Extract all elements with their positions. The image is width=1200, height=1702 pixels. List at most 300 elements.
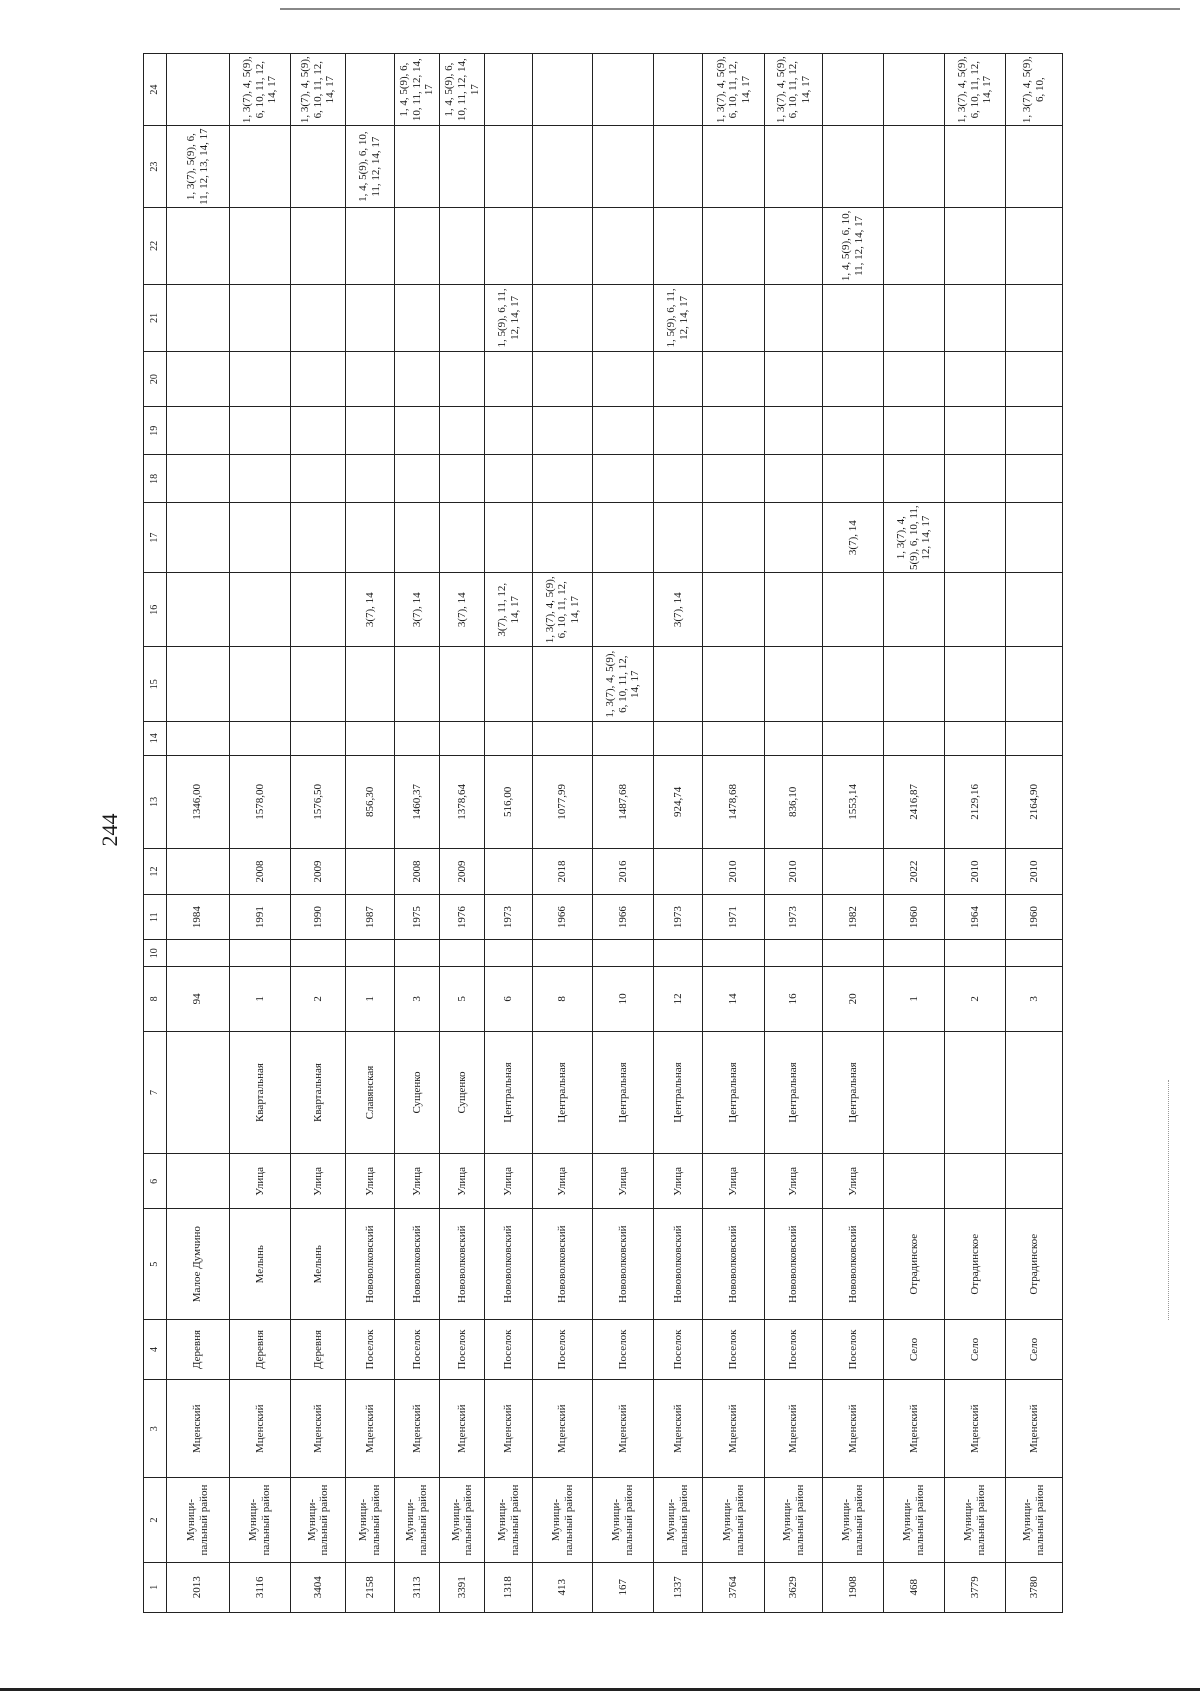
- cell-col-18: [440, 455, 485, 503]
- cell-col-12: 2010: [764, 849, 822, 895]
- cell-col-2: Муници-пальный район: [883, 1478, 945, 1562]
- cell-col-17: [485, 503, 532, 573]
- cell-col-13: 2416,87: [883, 755, 945, 849]
- cell-col-2: Муници-пальный район: [291, 1478, 346, 1562]
- column-number-header-row: [144, 54, 167, 1613]
- cell-col-16: [291, 573, 346, 647]
- cell-col-12: 2008: [229, 849, 291, 895]
- cell-col-13: 836,10: [764, 755, 822, 849]
- column-header-16: 16: [144, 573, 167, 647]
- cell-col-12: 2010: [703, 849, 765, 895]
- scan-edge-mark: [1168, 1080, 1169, 1320]
- cell-col-18: [229, 455, 291, 503]
- cell-col-19: [593, 407, 653, 455]
- cell-col-2: Муници-пальный район: [593, 1478, 653, 1562]
- column-header-4: 4: [144, 1319, 167, 1379]
- column-header-24: 24: [144, 54, 167, 126]
- cell-col-12: 2008: [394, 849, 439, 895]
- cell-col-15: [167, 647, 230, 721]
- cell-col-10: [291, 940, 346, 966]
- cell-col-13: 2129,16: [945, 755, 1005, 849]
- cell-col-16: 3(7), 14: [346, 573, 395, 647]
- cell-col-23: [823, 126, 883, 208]
- cell-col-19: [653, 407, 703, 455]
- column-header-15: 15: [144, 647, 167, 721]
- table-row: [394, 54, 439, 1613]
- column-header-3: 3: [144, 1380, 167, 1478]
- cell-col-11: 1960: [883, 894, 945, 940]
- cell-col-5: Нововолковский: [532, 1209, 592, 1319]
- cell-col-12: 2018: [532, 849, 592, 895]
- cell-col-13: 1346,00: [167, 755, 230, 849]
- cell-col-6: [945, 1154, 1005, 1209]
- cell-col-7: [1005, 1031, 1062, 1154]
- cell-col-24: 1, 3(7), 4, 5(9), 6, 10, 11, 12, 14, 17: [764, 54, 822, 126]
- cell-col-20: [346, 352, 395, 407]
- cell-col-20: [485, 352, 532, 407]
- cell-col-4: Деревня: [229, 1319, 291, 1379]
- column-header-12: 12: [144, 849, 167, 895]
- table-row: [883, 54, 945, 1613]
- cell-col-21: [167, 284, 230, 351]
- cell-col-22: [653, 207, 703, 284]
- rotated-table-frame: [143, 53, 1063, 1613]
- cell-col-24: 1, 4, 5(9), 6, 10, 11, 12, 14, 17: [440, 54, 485, 126]
- cell-col-20: [945, 352, 1005, 407]
- cell-col-23: [764, 126, 822, 208]
- cell-col-6: [883, 1154, 945, 1209]
- cell-col-21: [823, 284, 883, 351]
- cell-col-16: [945, 573, 1005, 647]
- table-row: [229, 54, 291, 1613]
- cell-col-8: 3: [394, 966, 439, 1031]
- cell-col-17: [653, 503, 703, 573]
- cell-col-14: [593, 721, 653, 755]
- cell-col-6: Улица: [823, 1154, 883, 1209]
- cell-col-16: 3(7), 14: [653, 573, 703, 647]
- cell-col-1: 413: [532, 1562, 592, 1612]
- cell-col-7: Центральная: [532, 1031, 592, 1154]
- cell-col-20: [1005, 352, 1062, 407]
- cell-col-23: 1, 4, 5(9), 6, 10, 11, 12, 14, 17: [346, 126, 395, 208]
- cell-col-18: [653, 455, 703, 503]
- cell-col-4: Поселок: [346, 1319, 395, 1379]
- cell-col-5: Отрадинское: [1005, 1209, 1062, 1319]
- cell-col-17: [593, 503, 653, 573]
- cell-col-22: 1, 4, 5(9), 6, 10, 11, 12, 14, 17: [823, 207, 883, 284]
- cell-col-13: 856,30: [346, 755, 395, 849]
- cell-col-10: [1005, 940, 1062, 966]
- cell-col-3: Мценский: [1005, 1380, 1062, 1478]
- cell-col-20: [764, 352, 822, 407]
- cell-col-19: [291, 407, 346, 455]
- cell-col-6: Улица: [593, 1154, 653, 1209]
- cell-col-16: [883, 573, 945, 647]
- cell-col-6: Улица: [291, 1154, 346, 1209]
- cell-col-17: [1005, 503, 1062, 573]
- cell-col-15: [291, 647, 346, 721]
- cell-col-24: [167, 54, 230, 126]
- column-header-14: 14: [144, 721, 167, 755]
- cell-col-11: 1987: [346, 894, 395, 940]
- cell-col-5: Нововолковский: [703, 1209, 765, 1319]
- cell-col-15: [945, 647, 1005, 721]
- cell-col-16: [593, 573, 653, 647]
- cell-col-7: Центральная: [823, 1031, 883, 1154]
- cell-col-22: [291, 207, 346, 284]
- cell-col-15: 1, 3(7), 4, 5(9), 6, 10, 11, 12, 14, 17: [593, 647, 653, 721]
- cell-col-17: [291, 503, 346, 573]
- cell-col-13: 1487,68: [593, 755, 653, 849]
- cell-col-15: [394, 647, 439, 721]
- cell-col-24: 1, 3(7), 4, 5(9), 6, 10, 11, 12, 14, 17: [291, 54, 346, 126]
- cell-col-5: Отрадинское: [883, 1209, 945, 1319]
- cell-col-13: 1460,37: [394, 755, 439, 849]
- column-header-6: 6: [144, 1154, 167, 1209]
- cell-col-13: 516,00: [485, 755, 532, 849]
- cell-col-4: Деревня: [291, 1319, 346, 1379]
- cell-col-7: Славянская: [346, 1031, 395, 1154]
- cell-col-1: 3391: [440, 1562, 485, 1612]
- cell-col-14: [394, 721, 439, 755]
- cell-col-16: 3(7), 14: [394, 573, 439, 647]
- cell-col-6: Улица: [394, 1154, 439, 1209]
- cell-col-10: [764, 940, 822, 966]
- cell-col-15: [229, 647, 291, 721]
- column-header-17: 17: [144, 503, 167, 573]
- scan-edge-top: [280, 8, 1180, 10]
- cell-col-10: [394, 940, 439, 966]
- cell-col-18: [291, 455, 346, 503]
- cell-col-2: Муници-пальный район: [394, 1478, 439, 1562]
- column-header-23: 23: [144, 126, 167, 208]
- cell-col-8: 20: [823, 966, 883, 1031]
- cell-col-23: [485, 126, 532, 208]
- cell-col-14: [764, 721, 822, 755]
- cell-col-3: Мценский: [440, 1380, 485, 1478]
- cell-col-18: [945, 455, 1005, 503]
- cell-col-6: [167, 1154, 230, 1209]
- cell-col-19: [883, 407, 945, 455]
- cell-col-6: Улица: [346, 1154, 395, 1209]
- table-row: [485, 54, 532, 1613]
- cell-col-13: 1576,50: [291, 755, 346, 849]
- cell-col-20: [394, 352, 439, 407]
- cell-col-2: Муници-пальный район: [823, 1478, 883, 1562]
- cell-col-14: [532, 721, 592, 755]
- cell-col-11: 1973: [653, 894, 703, 940]
- cell-col-23: [229, 126, 291, 208]
- cell-col-19: [346, 407, 395, 455]
- table-row: [1005, 54, 1062, 1613]
- column-header-8: 8: [144, 966, 167, 1031]
- cell-col-12: [653, 849, 703, 895]
- cell-col-14: [883, 721, 945, 755]
- cell-col-7: Центральная: [485, 1031, 532, 1154]
- cell-col-14: [291, 721, 346, 755]
- table-row: [653, 54, 703, 1613]
- cell-col-5: Нововолковский: [653, 1209, 703, 1319]
- cell-col-17: [440, 503, 485, 573]
- cell-col-24: [532, 54, 592, 126]
- cell-col-19: [703, 407, 765, 455]
- cell-col-8: 8: [532, 966, 592, 1031]
- cell-col-8: 12: [653, 966, 703, 1031]
- cell-col-21: [593, 284, 653, 351]
- cell-col-6: Улица: [532, 1154, 592, 1209]
- cell-col-10: [229, 940, 291, 966]
- cell-col-7: Квартальная: [291, 1031, 346, 1154]
- cell-col-2: Муници-пальный район: [167, 1478, 230, 1562]
- cell-col-21: 1, 5(9), 6, 11, 12, 14, 17: [485, 284, 532, 351]
- cell-col-8: 94: [167, 966, 230, 1031]
- cell-col-3: Мценский: [346, 1380, 395, 1478]
- cell-col-1: 3780: [1005, 1562, 1062, 1612]
- cell-col-2: Муници-пальный район: [703, 1478, 765, 1562]
- cell-col-8: 1: [346, 966, 395, 1031]
- cell-col-1: 1318: [485, 1562, 532, 1612]
- cell-col-12: [823, 849, 883, 895]
- cell-col-14: [945, 721, 1005, 755]
- cell-col-10: [883, 940, 945, 966]
- cell-col-21: [394, 284, 439, 351]
- cell-col-24: 1, 3(7), 4, 5(9), 6, 10,: [1005, 54, 1062, 126]
- cell-col-7: Центральная: [653, 1031, 703, 1154]
- cell-col-3: Мценский: [291, 1380, 346, 1478]
- cell-col-10: [440, 940, 485, 966]
- cell-col-24: 1, 3(7), 4, 5(9), 6, 10, 11, 12, 14, 17: [229, 54, 291, 126]
- cell-col-21: [764, 284, 822, 351]
- cell-col-5: Нововолковский: [394, 1209, 439, 1319]
- cell-col-11: 1971: [703, 894, 765, 940]
- cell-col-22: [346, 207, 395, 284]
- column-header-10: 10: [144, 940, 167, 966]
- cell-col-3: Мценский: [703, 1380, 765, 1478]
- cell-col-8: 14: [703, 966, 765, 1031]
- cell-col-17: [703, 503, 765, 573]
- cell-col-21: 1, 5(9), 6, 11, 12, 14, 17: [653, 284, 703, 351]
- table-row: [703, 54, 765, 1613]
- cell-col-12: 2010: [1005, 849, 1062, 895]
- cell-col-10: [167, 940, 230, 966]
- scan-edge-bottom: [0, 1688, 1200, 1691]
- column-header-21: 21: [144, 284, 167, 351]
- cell-col-24: [653, 54, 703, 126]
- cell-col-23: [1005, 126, 1062, 208]
- cell-col-5: Отрадинское: [945, 1209, 1005, 1319]
- cell-col-2: Муници-пальный район: [653, 1478, 703, 1562]
- cell-col-13: 1553,14: [823, 755, 883, 849]
- cell-col-13: 1077,99: [532, 755, 592, 849]
- table-row: [291, 54, 346, 1613]
- cell-col-10: [703, 940, 765, 966]
- cell-col-21: [703, 284, 765, 351]
- table-row: [440, 54, 485, 1613]
- cell-col-12: [485, 849, 532, 895]
- cell-col-8: 2: [291, 966, 346, 1031]
- cell-col-5: Малое Думчино: [167, 1209, 230, 1319]
- cell-col-3: Мценский: [764, 1380, 822, 1478]
- cell-col-1: 3116: [229, 1562, 291, 1612]
- cell-col-6: Улица: [440, 1154, 485, 1209]
- cell-col-3: Мценский: [229, 1380, 291, 1478]
- cell-col-17: 1, 3(7), 4, 5(9), 6, 10, 11, 12, 14, 17: [883, 503, 945, 573]
- cell-col-20: [823, 352, 883, 407]
- cell-col-1: 3404: [291, 1562, 346, 1612]
- cell-col-23: [394, 126, 439, 208]
- cell-col-1: 1337: [653, 1562, 703, 1612]
- cell-col-22: [593, 207, 653, 284]
- cell-col-11: 1975: [394, 894, 439, 940]
- cell-col-8: 10: [593, 966, 653, 1031]
- cell-col-11: 1966: [532, 894, 592, 940]
- column-header-19: 19: [144, 407, 167, 455]
- cell-col-8: 3: [1005, 966, 1062, 1031]
- cell-col-3: Мценский: [532, 1380, 592, 1478]
- cell-col-1: 3113: [394, 1562, 439, 1612]
- cell-col-3: Мценский: [485, 1380, 532, 1478]
- cell-col-15: [823, 647, 883, 721]
- cell-col-14: [167, 721, 230, 755]
- cell-col-17: [945, 503, 1005, 573]
- cell-col-24: [593, 54, 653, 126]
- cell-col-10: [823, 940, 883, 966]
- cell-col-18: [394, 455, 439, 503]
- cell-col-16: [229, 573, 291, 647]
- cell-col-10: [485, 940, 532, 966]
- cell-col-3: Мценский: [945, 1380, 1005, 1478]
- cell-col-8: 5: [440, 966, 485, 1031]
- cell-col-16: 3(7), 11, 12, 14, 17: [485, 573, 532, 647]
- cell-col-15: [1005, 647, 1062, 721]
- cell-col-23: [440, 126, 485, 208]
- cell-col-6: Улица: [485, 1154, 532, 1209]
- column-header-18: 18: [144, 455, 167, 503]
- column-header-1: 1: [144, 1562, 167, 1612]
- cell-col-20: [440, 352, 485, 407]
- cell-col-4: Поселок: [823, 1319, 883, 1379]
- cell-col-23: [593, 126, 653, 208]
- cell-col-14: [346, 721, 395, 755]
- cell-col-4: Поселок: [394, 1319, 439, 1379]
- cell-col-16: [1005, 573, 1062, 647]
- cell-col-6: Улица: [229, 1154, 291, 1209]
- cell-col-22: [945, 207, 1005, 284]
- cell-col-4: Поселок: [532, 1319, 592, 1379]
- cell-col-12: 2016: [593, 849, 653, 895]
- cell-col-2: Муници-пальный район: [346, 1478, 395, 1562]
- cell-col-1: 167: [593, 1562, 653, 1612]
- cell-col-17: [764, 503, 822, 573]
- cell-col-2: Муници-пальный район: [764, 1478, 822, 1562]
- cell-col-2: Муници-пальный район: [1005, 1478, 1062, 1562]
- cell-col-22: [167, 207, 230, 284]
- cell-col-11: 1964: [945, 894, 1005, 940]
- table-body: [167, 54, 1063, 1613]
- cell-col-22: [883, 207, 945, 284]
- cell-col-17: 3(7), 14: [823, 503, 883, 573]
- cell-col-19: [167, 407, 230, 455]
- cell-col-4: Поселок: [703, 1319, 765, 1379]
- cell-col-24: 1, 3(7), 4, 5(9), 6, 10, 11, 12, 14, 17: [703, 54, 765, 126]
- cell-col-15: [346, 647, 395, 721]
- cell-col-15: [703, 647, 765, 721]
- cell-col-16: [703, 573, 765, 647]
- cell-col-8: 2: [945, 966, 1005, 1031]
- cell-col-17: [532, 503, 592, 573]
- cell-col-8: 16: [764, 966, 822, 1031]
- cell-col-2: Муници-пальный район: [440, 1478, 485, 1562]
- column-header-13: 13: [144, 755, 167, 849]
- cell-col-14: [653, 721, 703, 755]
- cell-col-1: 2158: [346, 1562, 395, 1612]
- cell-col-7: Квартальная: [229, 1031, 291, 1154]
- cell-col-4: Поселок: [764, 1319, 822, 1379]
- cell-col-3: Мценский: [394, 1380, 439, 1478]
- cell-col-14: [1005, 721, 1062, 755]
- cell-col-7: Центральная: [764, 1031, 822, 1154]
- cell-col-18: [883, 455, 945, 503]
- cell-col-16: [764, 573, 822, 647]
- cell-col-19: [1005, 407, 1062, 455]
- cell-col-6: Улица: [703, 1154, 765, 1209]
- cell-col-10: [945, 940, 1005, 966]
- cell-col-1: 2013: [167, 1562, 230, 1612]
- cell-col-11: 1966: [593, 894, 653, 940]
- cell-col-5: Нововолковский: [823, 1209, 883, 1319]
- housing-registry-table: [143, 53, 1063, 1613]
- cell-col-11: 1973: [764, 894, 822, 940]
- cell-col-8: 6: [485, 966, 532, 1031]
- cell-col-11: 1982: [823, 894, 883, 940]
- cell-col-10: [593, 940, 653, 966]
- table-row: [945, 54, 1005, 1613]
- cell-col-1: 1908: [823, 1562, 883, 1612]
- cell-col-1: 3764: [703, 1562, 765, 1612]
- cell-col-21: [532, 284, 592, 351]
- cell-col-10: [653, 940, 703, 966]
- cell-col-17: [167, 503, 230, 573]
- cell-col-14: [823, 721, 883, 755]
- cell-col-21: [440, 284, 485, 351]
- column-header-5: 5: [144, 1209, 167, 1319]
- cell-col-2: Муници-пальный район: [532, 1478, 592, 1562]
- cell-col-19: [532, 407, 592, 455]
- cell-col-11: 1984: [167, 894, 230, 940]
- cell-col-21: [229, 284, 291, 351]
- cell-col-3: Мценский: [167, 1380, 230, 1478]
- cell-col-8: 1: [883, 966, 945, 1031]
- cell-col-18: [764, 455, 822, 503]
- cell-col-5: Мелынь: [229, 1209, 291, 1319]
- cell-col-15: [653, 647, 703, 721]
- cell-col-6: Улица: [764, 1154, 822, 1209]
- cell-col-21: [883, 284, 945, 351]
- cell-col-19: [945, 407, 1005, 455]
- cell-col-4: Поселок: [440, 1319, 485, 1379]
- cell-col-10: [532, 940, 592, 966]
- cell-col-23: [703, 126, 765, 208]
- cell-col-23: [653, 126, 703, 208]
- cell-col-7: [167, 1031, 230, 1154]
- cell-col-24: [346, 54, 395, 126]
- cell-col-14: [229, 721, 291, 755]
- cell-col-21: [945, 284, 1005, 351]
- cell-col-24: 1, 3(7), 4, 5(9), 6, 10, 11, 12, 14, 17: [945, 54, 1005, 126]
- cell-col-20: [883, 352, 945, 407]
- table-row: [167, 54, 230, 1613]
- column-header-2: 2: [144, 1478, 167, 1562]
